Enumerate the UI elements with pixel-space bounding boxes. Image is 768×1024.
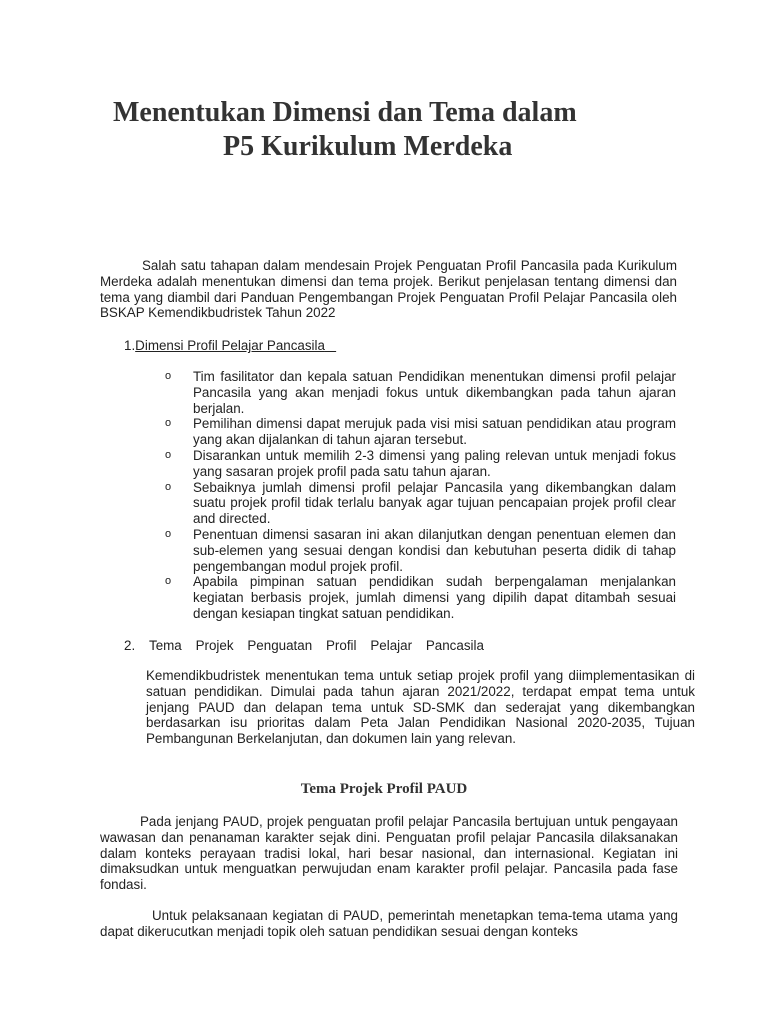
bullet-icon: o <box>165 575 172 588</box>
list-item: o Penentuan dimensi sasaran ini akan dilanjutkan dengan penentuan elemen dan sub-elemen yang sesuai dengan kondisi dan kebutuhan peserta didik di tahap pengembangan modul projek profil. <box>165 526 676 574</box>
tema-paragraph: Kemendikbudristek menentukan tema untuk setiap projek profil yang diimplementasikan di satuan pendidikan. Dimulai pada tahun ajaran 2021/2022, terdapat empat tema untuk jenjang PAUD dan delapan tema untuk SD-SMK dan sederajat yang dikembangkan berdasarkan isu prioritas dalam Peta Jalan Pendidikan Nasional 2020-2035, Tujuan Pembangunan Berkelanjutan, dan dokumen lain yang relevan. <box>146 668 695 747</box>
heading-word: Penguatan <box>247 638 313 653</box>
document-title <box>113 96 653 164</box>
section-2-number: 2. <box>124 638 136 653</box>
heading-word: Pelajar <box>370 638 413 653</box>
heading-word: Profil <box>326 638 357 653</box>
paud-heading: Tema Projek Profil PAUD <box>300 781 468 797</box>
paud-paragraph-1-wrap <box>100 814 678 893</box>
bullet-icon: o <box>165 448 172 461</box>
list-item: o Sebaiknya jumlah dimensi profil pelajar Pancasila yang dikembangkan dalam suatu projek profil tidak terlalu banyak agar tujuan pencapaian projek profil clear and directed. <box>165 479 676 527</box>
section-1-heading <box>124 338 336 354</box>
title-line-2: P5 Kurikulum Merdeka <box>223 131 513 162</box>
bullet-icon: o <box>165 480 172 493</box>
bullet-icon: o <box>165 417 172 430</box>
intro-paragraph: Salah satu tahapan dalam mendesain Projek Penguatan Profil Pancasila pada Kurikulum Merdeka adalah menentukan dimensi dan tema projek. Berikut penjelasan tentang dimensi dan tema yang diambil dari Panduan Pengembangan Projek Penguatan Profil Pelajar Pancasila oleh BSKAP Kemendikbudristek Tahun 2022 <box>100 258 677 321</box>
list-item: o Tim fasilitator dan kepala satuan Pendidikan menentukan dimensi profil pelajar Pancasila yang akan menjadi fokus untuk dikembangkan pada tahun ajaran berjalan. <box>165 369 676 416</box>
dimension-bullet-list <box>165 369 676 622</box>
bullet-icon: o <box>165 370 172 382</box>
section-1-number: 1. <box>124 338 136 353</box>
heading-word: Projek <box>195 638 234 653</box>
list-item: o Pemilihan dimensi dapat merujuk pada visi misi satuan pendidikan atau program yang akan dijalankan di tahun ajaran tersebut. <box>165 416 676 448</box>
heading-word: Tema <box>149 638 182 653</box>
title-line-1: Menentukan Dimensi dan Tema dalam <box>113 97 577 128</box>
bullet-icon: o <box>165 527 172 540</box>
heading-word: Pancasila <box>425 638 484 653</box>
section-1-title: Dimensi Profil Pelajar Pancasila <box>135 338 325 353</box>
section-2-heading <box>124 638 484 654</box>
paud-paragraph-1: Pada jenjang PAUD, projek penguatan profil pelajar Pancasila bertujuan untuk pengayaan wawasan dan penanaman karakter sejak dini. Penguatan profil pelajar Pancasila dilaksanakan dalam konteks perayaan tradisi lokal, hari besar nasional, dan internasional. Kegiatan ini dimaksudkan untuk menguatkan perwujudan enam karakter profil pelajar. Pancasila pada fase fondasi. <box>100 814 678 893</box>
list-item: o Apabila pimpinan satuan pendidikan sudah berpengalaman menjalankan kegiatan berbasis projek, jumlah dimensi yang dipilih dapat ditambah sesuai dengan kesiapan tingkat satuan pendidikan. <box>165 574 676 621</box>
list-item: o Disarankan untuk memilih 2-3 dimensi yang paling relevan untuk menjadi fokus yang sasaran projek profil pada satu tahun ajaran. <box>165 447 676 479</box>
paud-paragraph-2: Untuk pelaksanaan kegiatan di PAUD, pemerintah menetapkan tema-tema utama yang dapat dikerucutkan menjadi topik oleh satuan pendidikan sesuai dengan konteks <box>100 908 678 939</box>
paud-paragraph-2-wrap <box>100 908 678 940</box>
